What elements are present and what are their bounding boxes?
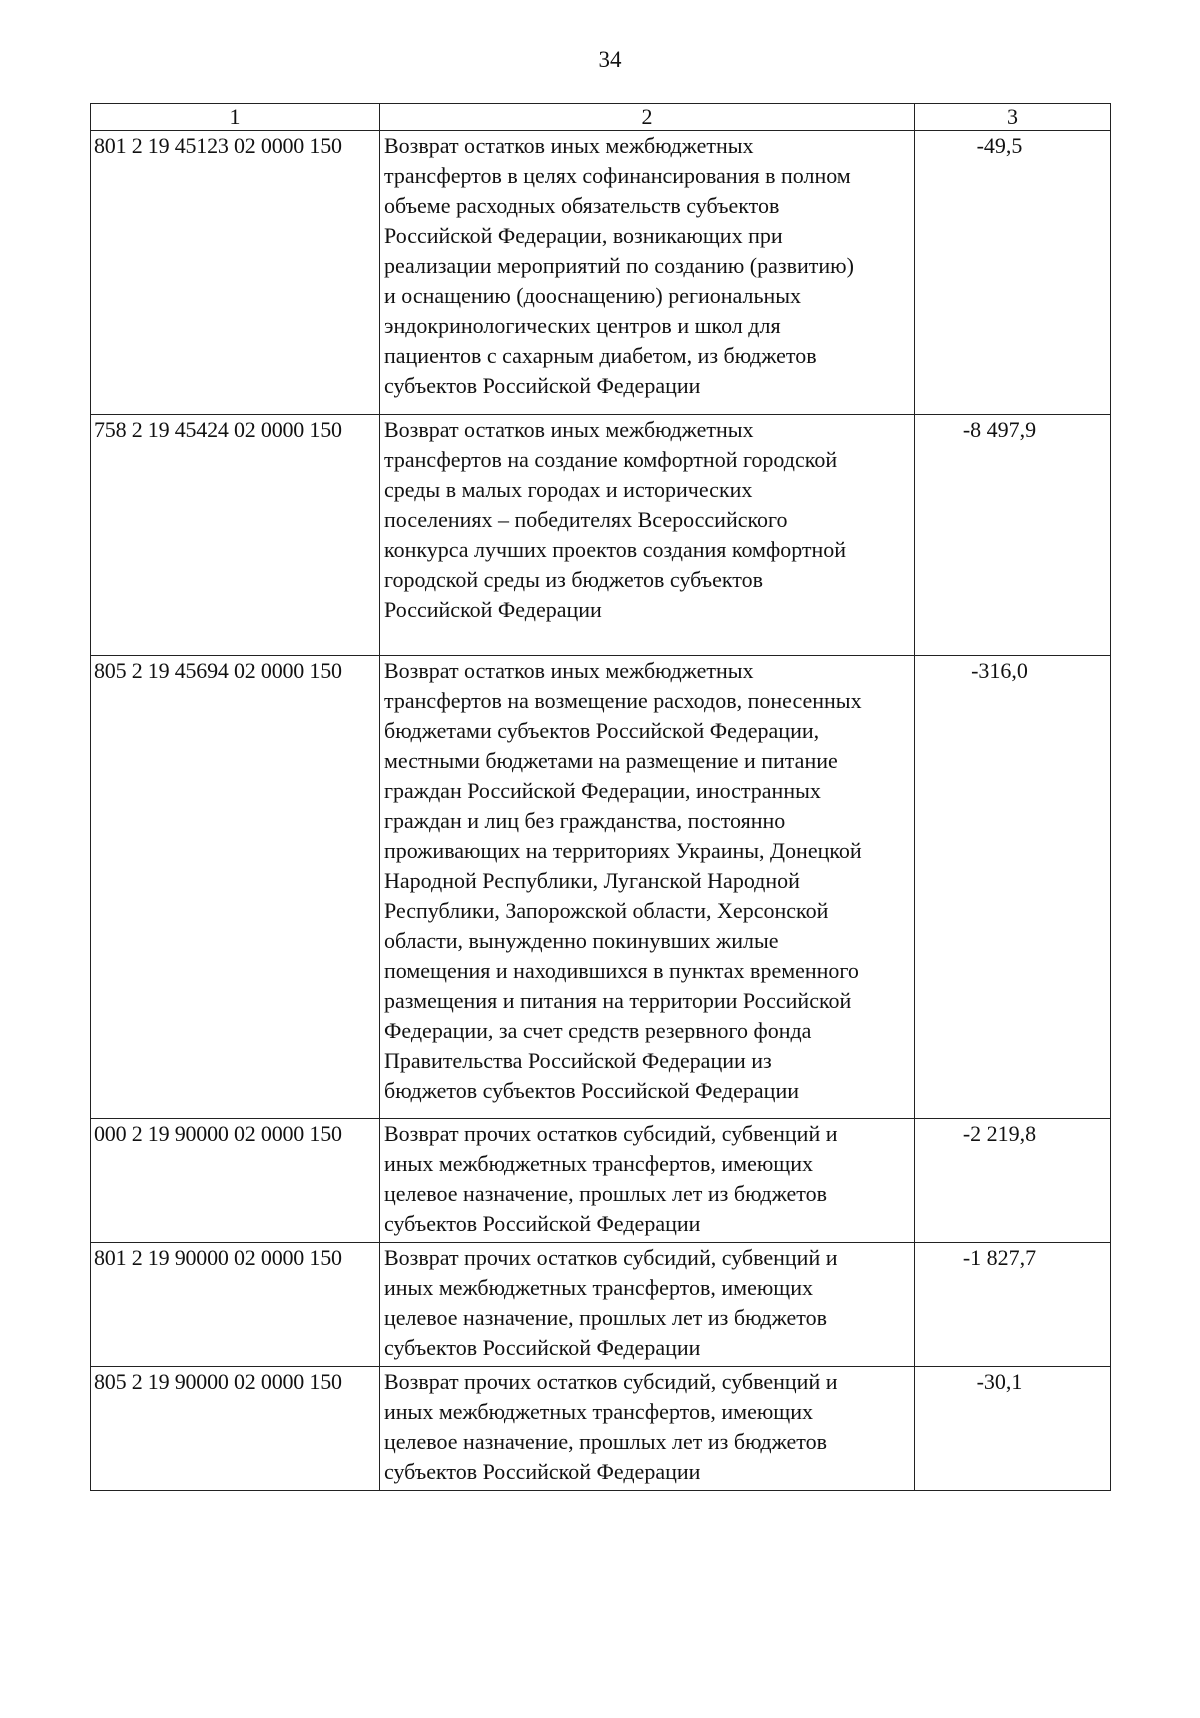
item-description: [380, 1119, 915, 1243]
item-description: [380, 131, 915, 415]
description-line: проживающих на территориях Украины, Донецкой: [384, 838, 862, 863]
description-line: иных межбюджетных трансфертов, имеющих: [384, 1275, 813, 1300]
description-line: субъектов Российской Федерации: [384, 1459, 701, 1484]
description-line: среды в малых городах и исторических: [384, 477, 753, 502]
budget-code: 801 2 19 45123 02 0000 150: [91, 131, 380, 415]
description-line: Правительства Российской Федерации из: [384, 1048, 772, 1073]
description-line: целевое назначение, прошлых лет из бюджетов: [384, 1305, 827, 1330]
description-line: Возврат остатков иных межбюджетных: [384, 658, 754, 683]
amount-value: -49,5: [915, 131, 1111, 415]
table-header: [91, 104, 1111, 131]
description-line: реализации мероприятий по созданию (развитию): [384, 253, 854, 278]
column-header-3: 3: [915, 104, 1111, 131]
amount-value: -8 497,9: [915, 415, 1111, 656]
description-line: и оснащению (дооснащению) региональных: [384, 283, 802, 308]
description-line: Российской Федерации: [384, 597, 602, 622]
table-row: [91, 131, 1111, 415]
description-line: Возврат остатков иных межбюджетных: [384, 133, 754, 158]
item-description: [380, 1367, 915, 1491]
item-description: [380, 1243, 915, 1367]
header-row: [91, 104, 1111, 131]
description-line: Возврат остатков иных межбюджетных: [384, 417, 754, 442]
page-number: 34: [598, 47, 622, 72]
description-line: Республики, Запорожской области, Херсонской: [384, 898, 829, 923]
budget-code: 805 2 19 45694 02 0000 150: [91, 656, 380, 1119]
description-line: трансфертов на создание комфортной городской: [384, 447, 838, 472]
description-line: целевое назначение, прошлых лет из бюджетов: [384, 1429, 827, 1454]
amount-value: -316,0: [915, 656, 1111, 1119]
budget-code: 758 2 19 45424 02 0000 150: [91, 415, 380, 656]
description-line: Российской Федерации, возникающих при: [384, 223, 783, 248]
description-line: Народной Республики, Луганской Народной: [384, 868, 800, 893]
item-description: [380, 656, 915, 1119]
description-line: трансфертов на возмещение расходов, понесенных: [384, 688, 862, 713]
description-line: городской среды из бюджетов субъектов: [384, 567, 763, 592]
budget-code: 805 2 19 90000 02 0000 150: [91, 1367, 380, 1491]
item-description: [380, 415, 915, 656]
description-line: субъектов Российской Федерации: [384, 373, 701, 398]
description-line: бюджетов субъектов Российской Федерации: [384, 1078, 799, 1103]
column-header-1: 1: [91, 104, 380, 131]
description-line: пациентов с сахарным диабетом, из бюджетов: [384, 343, 817, 368]
amount-value: -2 219,8: [915, 1119, 1111, 1243]
description-line: помещения и находившихся в пунктах временного: [384, 958, 859, 983]
description-line: Возврат прочих остатков субсидий, субвенций и: [384, 1245, 838, 1270]
description-line: поселениях – победителях Всероссийского: [384, 507, 788, 532]
table-row: [91, 656, 1111, 1119]
description-line: размещения и питания на территории Российской: [384, 988, 852, 1013]
description-line: субъектов Российской Федерации: [384, 1211, 701, 1236]
description-line: Возврат прочих остатков субсидий, субвенций и: [384, 1121, 838, 1146]
description-line: иных межбюджетных трансфертов, имеющих: [384, 1399, 813, 1424]
table-row: [91, 1367, 1111, 1491]
table-row: [91, 415, 1111, 656]
description-line: граждан Российской Федерации, иностранных: [384, 778, 821, 803]
table-row: [91, 1243, 1111, 1367]
description-line: Возврат прочих остатков субсидий, субвенций и: [384, 1369, 838, 1394]
table-body: [91, 131, 1111, 1491]
description-line: трансфертов в целях софинансирования в полном: [384, 163, 851, 188]
description-line: Федерации, за счет средств резервного фонда: [384, 1018, 812, 1043]
description-line: бюджетами субъектов Российской Федерации,: [384, 718, 820, 743]
description-line: граждан и лиц без гражданства, постоянно: [384, 808, 786, 833]
budget-code: 801 2 19 90000 02 0000 150: [91, 1243, 380, 1367]
description-line: местными бюджетами на размещение и питание: [384, 748, 838, 773]
amount-value: -1 827,7: [915, 1243, 1111, 1367]
description-line: эндокринологических центров и школ для: [384, 313, 781, 338]
description-line: целевое назначение, прошлых лет из бюджетов: [384, 1181, 827, 1206]
column-header-2: 2: [380, 104, 915, 131]
budget-table: [90, 103, 1111, 1491]
description-line: иных межбюджетных трансфертов, имеющих: [384, 1151, 813, 1176]
amount-value: -30,1: [915, 1367, 1111, 1491]
description-line: области, вынужденно покинувших жилые: [384, 928, 779, 953]
table-row: [91, 1119, 1111, 1243]
description-line: субъектов Российской Федерации: [384, 1335, 701, 1360]
budget-code: 000 2 19 90000 02 0000 150: [91, 1119, 380, 1243]
description-line: конкурса лучших проектов создания комфортной: [384, 537, 847, 562]
description-line: объеме расходных обязательств субъектов: [384, 193, 780, 218]
